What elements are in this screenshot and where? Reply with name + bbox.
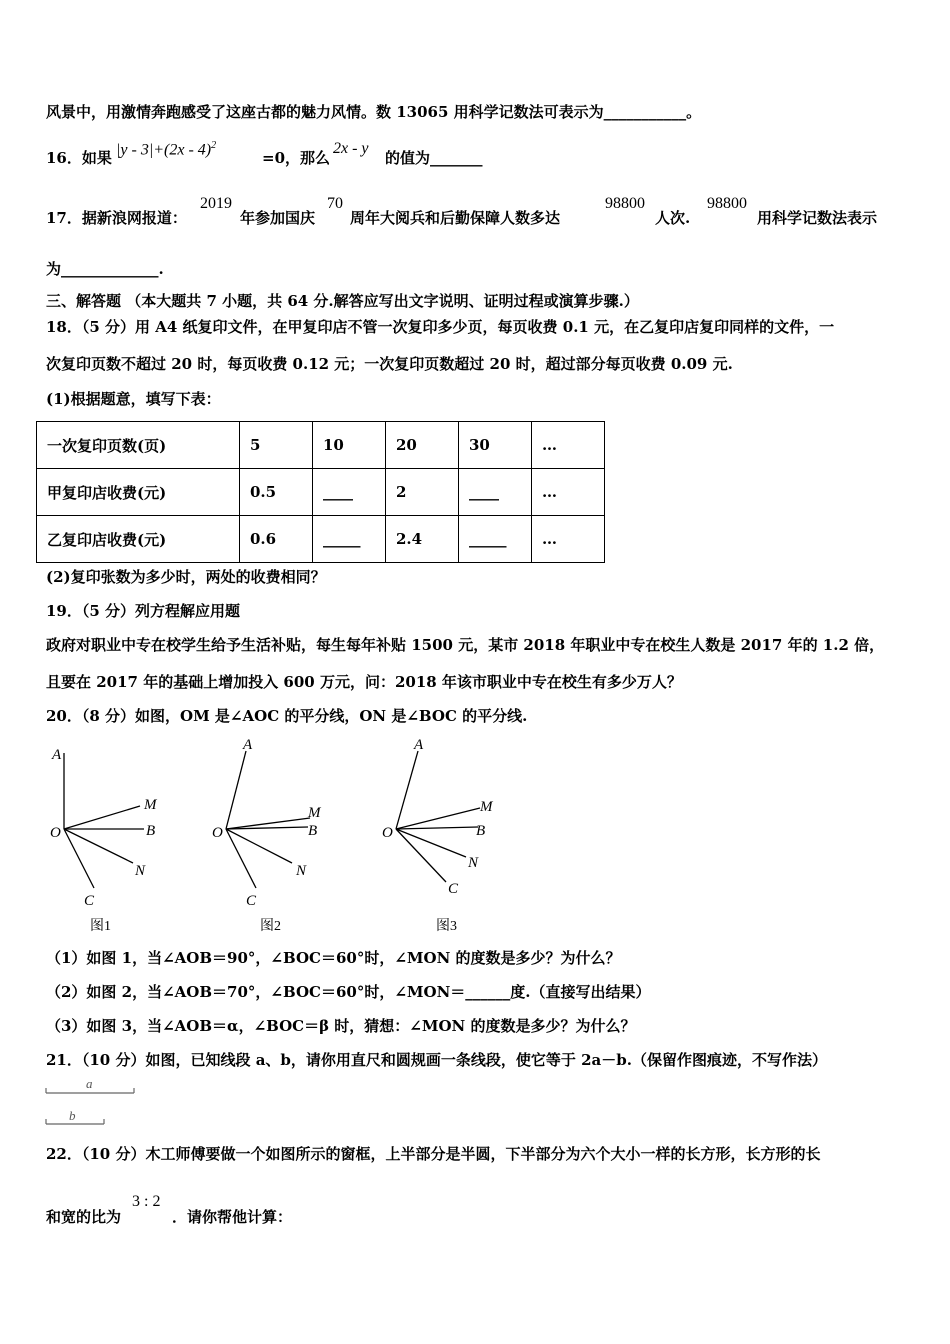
table-cell: 一次复印页数(页) bbox=[37, 422, 240, 469]
q18-part-1: (1)根据题意，填写下表： bbox=[46, 390, 221, 408]
fig2-label-m: M bbox=[308, 805, 321, 821]
figure-1 bbox=[64, 753, 144, 888]
question-16-prefix: 16．如果 bbox=[46, 149, 112, 167]
ray-om bbox=[64, 806, 140, 829]
ray-oa bbox=[396, 751, 418, 829]
q22-prefix: 和宽的比为 bbox=[46, 1208, 122, 1226]
q17-number-70: 70 bbox=[327, 195, 343, 212]
q19-line-1: 政府对职业中专在校学生给予生活补贴，每生每年补贴 1500 元，某市 2018 年职业中专在校生人数是 2017 年的 1.2 倍， bbox=[46, 636, 885, 654]
table-cell: _____ bbox=[459, 516, 532, 563]
question-16-suffix: 的值为_______ bbox=[385, 149, 483, 167]
ray-on bbox=[396, 829, 466, 857]
ray-on bbox=[64, 829, 133, 863]
question-16-mid: =0，那么 bbox=[262, 149, 331, 167]
q19-title: 19．（5 分）列方程解应用题 bbox=[46, 602, 241, 620]
fig1-label-o: O bbox=[50, 825, 61, 841]
q18-line-2: 次复印页数不超过 20 时，每页收费 0.12 元；一次复印页数超过 20 时，超过部分每页收费 0.09 元. bbox=[46, 355, 733, 373]
fig2-label-a: A bbox=[243, 737, 253, 753]
table-cell: 0.5 bbox=[240, 469, 313, 516]
fig2-label-o: O bbox=[212, 825, 223, 841]
segment-a-label: a bbox=[86, 1076, 93, 1091]
table-row bbox=[37, 422, 605, 469]
table-cell: ____ bbox=[459, 469, 532, 516]
q17-number-2019: 2019 bbox=[200, 195, 232, 212]
fig3-label-b: B bbox=[476, 823, 486, 839]
q17-number-98800-a: 98800 bbox=[605, 195, 645, 212]
q18-line-1: 18．（5 分）用 A4 纸复印文件，在甲复印店不管一次复印多少页，每页收费 0.1 元，在乙复印店复印同样的文件，一 bbox=[46, 318, 835, 336]
table-cell: 5 bbox=[240, 422, 313, 469]
table-row bbox=[37, 469, 605, 516]
ray-oc bbox=[396, 829, 446, 882]
q18-part-2: (2)复印张数为多少时，两处的收费相同？ bbox=[46, 568, 326, 586]
table-cell: _____ bbox=[313, 516, 386, 563]
fig3-label-a: A bbox=[414, 737, 424, 753]
q21-text: 21．（10 分）如图，已知线段 a、b，请你用直尺和圆规画一条线段，使它等于 2a－b.（保留作图痕迹，不写作法） bbox=[46, 1051, 827, 1069]
question-17-prefix: 17．据新浪网报道： bbox=[46, 209, 187, 227]
q17-text-1: 年参加国庆 bbox=[240, 209, 316, 227]
table-cell: 2.4 bbox=[386, 516, 459, 563]
fig1-label-b: B bbox=[146, 823, 156, 839]
q22-line-1: 22．（10 分）木工师傅要做一个如图所示的窗框，上半部分是半圆，下半部分为六个大小一样的长方形，长方形的长 bbox=[46, 1145, 821, 1163]
table-cell: 0.6 bbox=[240, 516, 313, 563]
q20-sub-1: （1）如图 1，当∠AOB＝90°，∠BOC＝60°时，∠MON 的度数是多少？为什么？ bbox=[46, 949, 621, 967]
table-cell: 甲复印店收费(元) bbox=[37, 469, 240, 516]
angle-figures bbox=[40, 735, 520, 940]
fee-table bbox=[36, 421, 605, 563]
table-cell: 2 bbox=[386, 469, 459, 516]
q17-line-2: 为_____________. bbox=[46, 260, 164, 278]
fig3-label-n: N bbox=[468, 855, 479, 871]
fig2-caption: 图2 bbox=[260, 919, 281, 934]
fig1-label-n: N bbox=[135, 863, 146, 879]
fig1-label-c: C bbox=[84, 893, 95, 909]
q17-text-3: 人次. bbox=[655, 209, 691, 227]
table-cell: … bbox=[532, 516, 605, 563]
table-cell: 20 bbox=[386, 422, 459, 469]
q20-sub-2: （2）如图 2，当∠AOB＝70°，∠BOC＝60°时，∠MON＝______度.（直接写出结果） bbox=[46, 983, 651, 1001]
ray-oa bbox=[226, 751, 246, 829]
question-15-continuation: 风景中，用激情奔跑感受了这座古都的魅力风情。数 13065 用科学记数法可表示为___________。 bbox=[46, 103, 702, 121]
q20-sub-3: （3）如图 3，当∠AOB＝α，∠BOC＝β 时，猜想：∠MON 的度数是多少？为什么？ bbox=[46, 1017, 636, 1035]
table-cell: … bbox=[532, 469, 605, 516]
segment-b-label: b bbox=[69, 1108, 76, 1123]
q17-text-4: 用科学记数法表示 bbox=[757, 209, 878, 227]
q22-suffix: ．请你帮他计算： bbox=[172, 1208, 293, 1226]
table-cell: 乙复印店收费(元) bbox=[37, 516, 240, 563]
segments-figure bbox=[44, 1075, 144, 1130]
fig1-caption: 图1 bbox=[90, 919, 111, 934]
ray-ob bbox=[396, 827, 478, 829]
table-cell: 10 bbox=[313, 422, 386, 469]
table-cell: 30 bbox=[459, 422, 532, 469]
q22-ratio: 3 : 2 bbox=[132, 1193, 161, 1210]
fig2-label-b: B bbox=[308, 823, 318, 839]
fig3-label-o: O bbox=[382, 825, 393, 841]
ray-oc bbox=[64, 829, 94, 888]
q17-text-2: 周年大阅兵和后勤保障人数多达 bbox=[350, 209, 561, 227]
q20-title: 20．（8 分）如图，OM 是∠AOC 的平分线，ON 是∠BOC 的平分线. bbox=[46, 707, 528, 725]
q19-line-2: 且要在 2017 年的基础上增加投入 600 万元，问：2018 年该市职业中专在校生有多少万人？ bbox=[46, 673, 682, 691]
question-16-expression bbox=[116, 140, 216, 159]
q16-expr-text: |y - 3|+(2x - 4) bbox=[116, 141, 212, 159]
question-16-expression-2: 2x - y bbox=[333, 140, 369, 157]
fig1-label-m: M bbox=[144, 797, 157, 813]
fig2-label-n: N bbox=[296, 863, 307, 879]
fig3-label-c: C bbox=[448, 881, 459, 897]
fig3-caption: 图3 bbox=[436, 919, 457, 934]
fig1-label-a: A bbox=[52, 747, 62, 763]
fig3-label-m: M bbox=[480, 799, 493, 815]
ray-on bbox=[226, 829, 292, 863]
q16-exponent: 2 bbox=[211, 140, 217, 151]
q17-number-98800-b: 98800 bbox=[707, 195, 747, 212]
table-cell: … bbox=[532, 422, 605, 469]
ray-om bbox=[396, 808, 480, 829]
fig2-label-c: C bbox=[246, 893, 257, 909]
section-3-heading: 三、解答题 （本大题共 7 小题，共 64 分.解答应写出文字说明、证明过程或演算步骤.） bbox=[46, 292, 639, 310]
ray-oc bbox=[226, 829, 256, 888]
table-cell: ____ bbox=[313, 469, 386, 516]
table-row bbox=[37, 516, 605, 563]
